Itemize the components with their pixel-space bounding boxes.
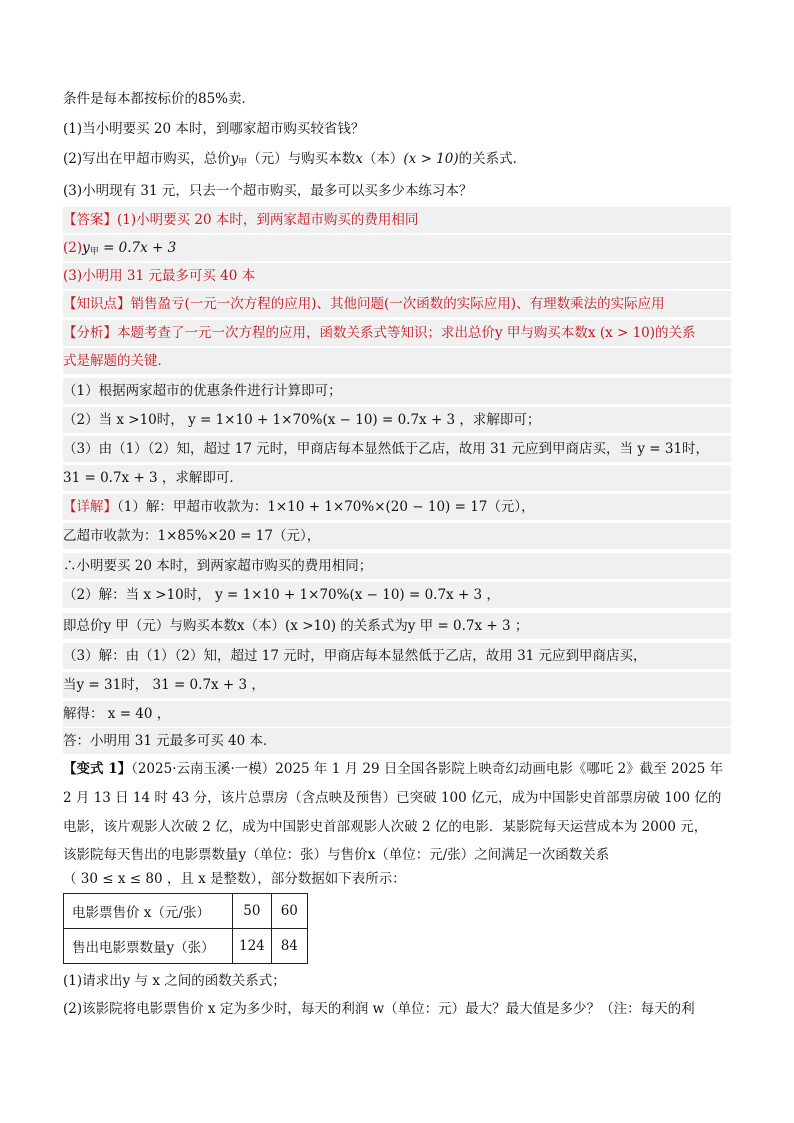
detail-line-7: 当y = 31时， 31 = 0.7x + 3 ， xyxy=(63,672,731,698)
problem-question-2: (2)写出在甲超市购买，总价$y_甲$（元）与购买本数x（本）(x > 10)的关系式． xyxy=(63,151,527,168)
problem-question-1: (1)当小明要买 20 本时，到哪家超市购买较省钱？ xyxy=(63,121,365,137)
analysis-step-3b: 31 = 0.7x + 3 ，求解即可． xyxy=(63,465,731,491)
detail-line-9: 答：小明用 31 元最多可买 40 本． xyxy=(63,728,731,754)
analysis-line-1: 【分析】本题考查了一元一次方程的应用，函数关系式等知识；求出总价y 甲与购买本数x (x > 10)的关系 xyxy=(63,320,731,346)
detail-line-5: 即总价y 甲（元）与购买本数x（本）(x >10) 的关系式为y 甲 = 0.7x + 3 ； xyxy=(63,613,731,639)
detail-line-1: 【详解】（1）解：甲超市收款为：1×10 + 1×70%×(20 − 10) = 17（元）， xyxy=(63,494,731,520)
table-row xyxy=(64,929,308,964)
table-row xyxy=(64,894,308,929)
knowledge-label: 【知识点】 xyxy=(63,296,131,312)
analysis-line-2: 式是解题的关键． xyxy=(63,348,731,374)
analysis-step-3a: （3）由（1）（2）知，超过 17 元时，甲商店每本显然低于乙店，故用 31 元应到甲商店买，当 y = 31时， xyxy=(63,436,731,462)
table-cell: 60 xyxy=(271,894,307,929)
variant-question-2: (2)该影院将电影票售价 x 定为多少时，每天的利润 w（单位：元）最大？最大值是多少？（注：每天的利 xyxy=(63,1001,695,1017)
detail-line-6: （3）解：由（1）（2）知，超过 17 元时，甲商店每本显然低于乙店，故用 31 元应到甲商店买， xyxy=(63,643,731,669)
variant-label: 【变式 1】 xyxy=(63,761,132,777)
analysis-step-1: （1）根据两家超市的优惠条件进行计算即可； xyxy=(63,378,731,404)
answer-line-3: (3)小明用 31 元最多可买 40 本 xyxy=(63,263,731,289)
analysis-label: 【分析】 xyxy=(63,325,117,341)
answer-label: 【答案】 xyxy=(63,212,117,228)
variant-paragraph-5: （ 30 ≤ x ≤ 80 ，且 x 是整数），部分数据如下表所示： xyxy=(63,871,406,887)
analysis-step-2: （2）当 x >10时， y = 1×10 + 1×70%(x − 10) = 0.7x + 3 ，求解即可； xyxy=(63,407,731,433)
detail-label: 【详解】 xyxy=(63,499,117,515)
detail-line-3: ∴小明要买 20 本时，到两家超市购买的费用相同； xyxy=(63,553,731,579)
table-cell: 50 xyxy=(233,894,272,929)
variant-paragraph-3: 电影，该片观影人次破 2 亿，成为中国影史首部观影人次破 2 亿的电影．某影院每天运营成本为 2000 元， xyxy=(63,819,708,835)
variant-paragraph-2: 2 月 13 日 14 时 43 分，该片总票房（含点映及预售）已突破 100 亿元，成为中国影史首部票房破 100 亿的 xyxy=(63,790,722,806)
data-table xyxy=(63,893,308,964)
table-row-header: 电影票售价 x（元/张） xyxy=(64,894,233,929)
answer-line-2: $(2)y_甲 = 0.7x + 3$ xyxy=(63,235,731,261)
detail-line-8: 解得： x = 40 ， xyxy=(63,701,731,727)
problem-question-3: (3)小明现有 31 元，只去一个超市购买，最多可以买多少本练习本？ xyxy=(63,183,473,199)
problem-intro-tail: 条件是每本都按标价的85%卖． xyxy=(63,91,256,107)
table-row-header: 售出电影票数量y（张） xyxy=(64,929,233,964)
table-cell: 124 xyxy=(233,929,272,964)
table-cell: 84 xyxy=(271,929,307,964)
answer-line-1: 【答案】(1)小明要买 20 本时，到两家超市购买的费用相同 xyxy=(63,207,731,233)
variant-paragraph-4: 该影院每天售出的电影票数量y（单位：张）与售价x（单位：元/张）之间满足一次函数关系 xyxy=(63,847,610,863)
knowledge-point: 【知识点】销售盈亏(一元一次方程的应用)、其他问题(一次函数的实际应用)、有理数乘法的实际应用 xyxy=(63,291,731,317)
detail-line-2: 乙超市收款为：1×85%×20 = 17（元）， xyxy=(63,523,731,549)
variant-paragraph-1: 【变式 1】（2025·云南玉溪·一模）2025 年 1 月 29 日全国各影院上映奇幻动画电影《哪吒 2》截至 2025 年 xyxy=(63,761,724,777)
detail-line-4: （2）解：当 x >10时， y = 1×10 + 1×70%(x − 10) = 0.7x + 3 ， xyxy=(63,582,731,608)
variant-question-1: (1)请求出y 与 x 之间的函数关系式； xyxy=(63,973,286,989)
